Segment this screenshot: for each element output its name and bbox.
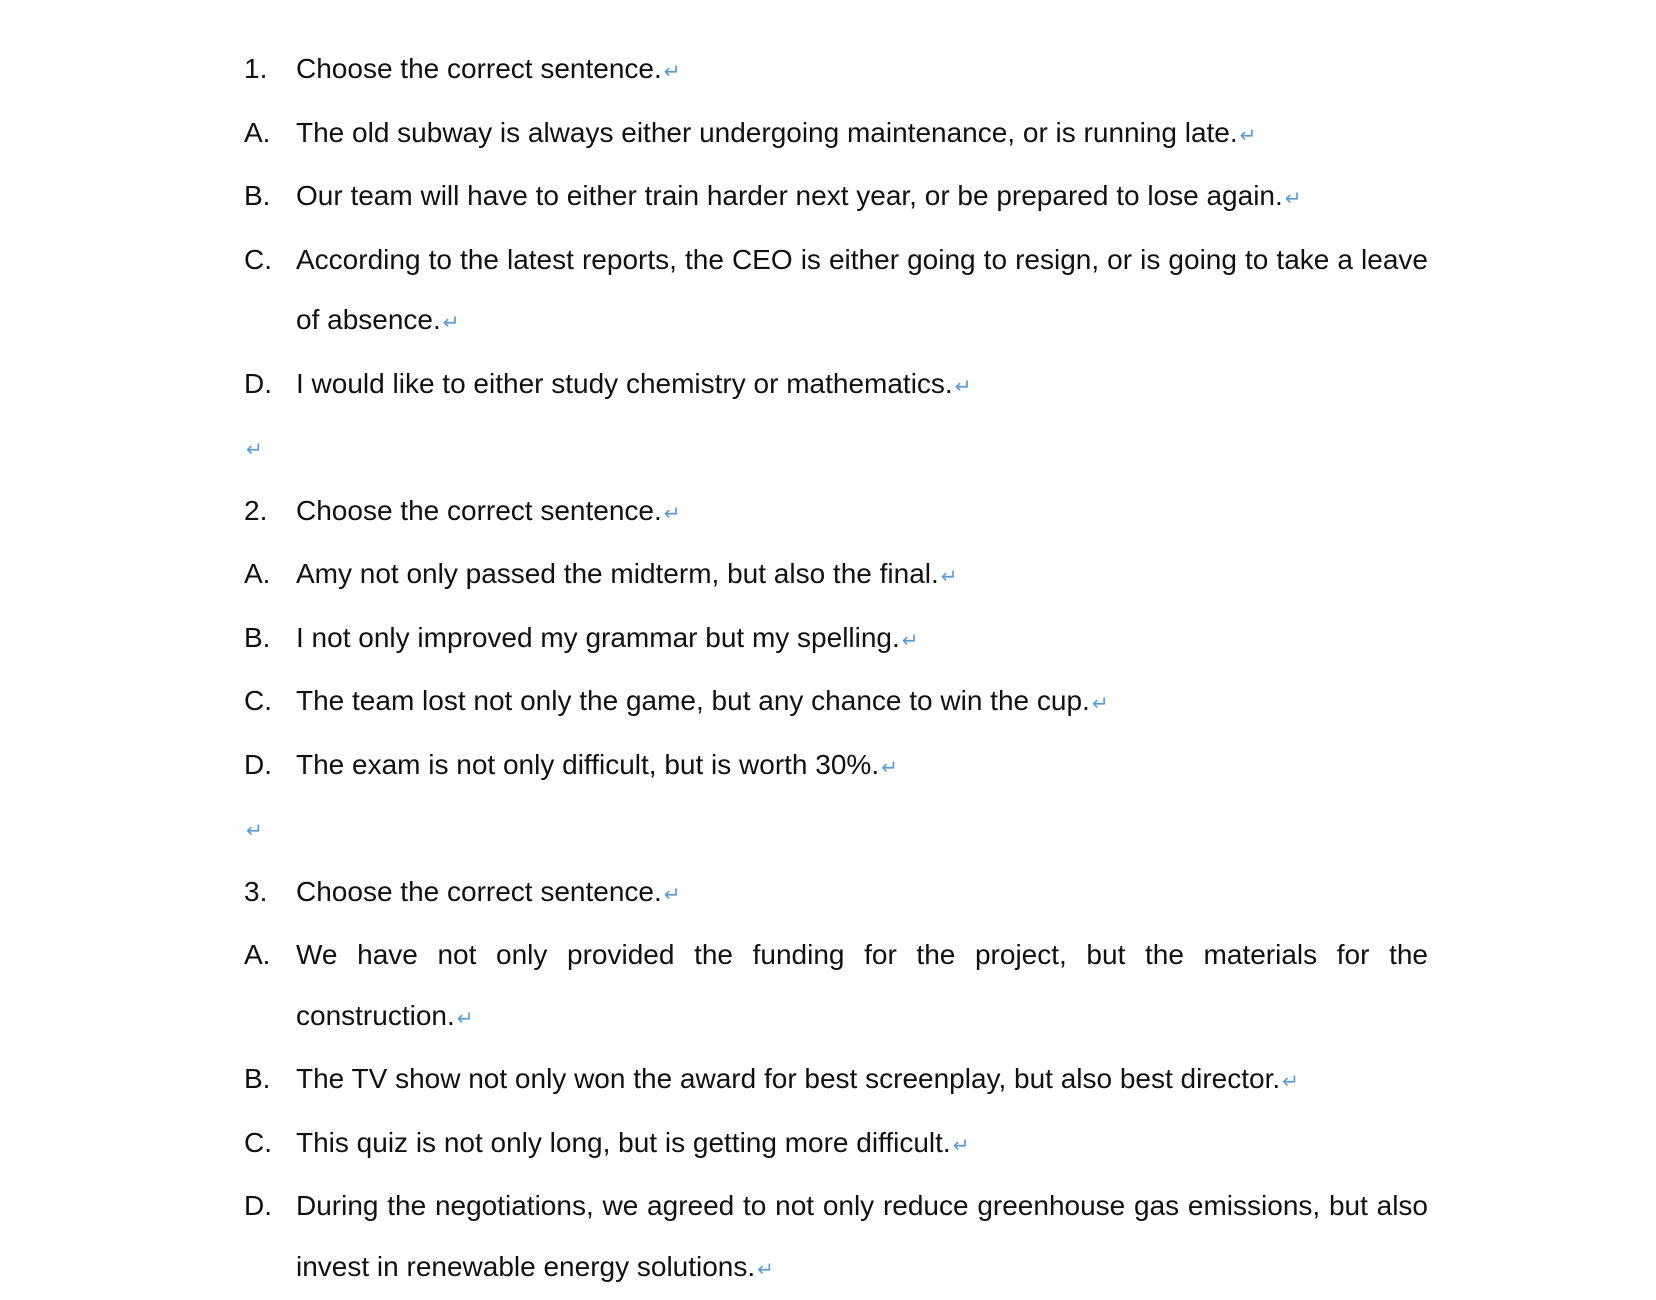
paragraph-mark-icon: ↵: [757, 1258, 774, 1281]
option-label: B.: [244, 621, 271, 653]
option-label: C.: [244, 1126, 272, 1158]
option-label: A.: [244, 939, 271, 970]
paragraph-mark-icon: ↵: [663, 61, 681, 83]
question-2-option-a: [244, 544, 1428, 608]
question-text: Choose the correct sentence.: [296, 494, 662, 526]
paragraph-mark-icon: ↵: [246, 439, 263, 461]
option-label: A.: [244, 558, 271, 589]
option-text: Amy not only passed the midterm, but also the final.: [296, 558, 939, 589]
paragraph-mark-icon: ↵: [663, 883, 681, 906]
document-body: [244, 39, 1428, 1300]
paragraph-mark-icon: ↵: [940, 566, 958, 588]
paragraph-mark-icon: ↵: [881, 756, 898, 779]
question-text: Choose the correct sentence.: [296, 53, 662, 84]
question-2-option-c: [244, 671, 1428, 735]
paragraph-mark-icon: ↵: [954, 375, 972, 398]
option-label: D.: [244, 1190, 272, 1221]
option-text: During the negotiations, we agreed to not only reduce greenhouse gas emissions, but also invest in renewable energy solutions.: [296, 1190, 1428, 1282]
empty-paragraph: [244, 417, 1428, 481]
option-label: A.: [244, 116, 271, 148]
paragraph-mark-icon: ↵: [1282, 1071, 1299, 1093]
question-2-prompt: [244, 481, 1428, 545]
question-1-option-d: [244, 354, 1428, 418]
option-text: The exam is not only difficult, but is worth 30%.: [296, 748, 880, 780]
paragraph-mark-icon: ↵: [663, 502, 681, 525]
paragraph-mark-icon: ↵: [1091, 693, 1109, 715]
question-text: Choose the correct sentence.: [296, 875, 662, 907]
option-label: B.: [244, 180, 271, 211]
option-text: The old subway is always either undergoing maintenance, or is running late.: [296, 116, 1238, 148]
option-text: I not only improved my grammar but my spelling.: [296, 621, 900, 653]
question-1-option-a: [244, 103, 1428, 167]
option-text: The TV show not only won the award for best screenplay, but also best director.: [296, 1063, 1281, 1094]
question-1-option-b: [244, 166, 1428, 230]
question-3-option-c: [244, 1113, 1428, 1177]
empty-paragraph: [244, 798, 1428, 862]
question-3-option-b: [244, 1049, 1428, 1113]
question-3-prompt: [244, 862, 1428, 926]
option-text: The team lost not only the game, but any chance to win the cup.: [296, 685, 1090, 716]
paragraph-mark-icon: ↵: [1284, 188, 1302, 210]
paragraph-mark-icon: ↵: [1239, 124, 1257, 147]
option-label: B.: [244, 1063, 271, 1094]
option-text: This quiz is not only long, but is getting more difficult.: [296, 1126, 951, 1158]
question-1-option-c: [244, 230, 1428, 354]
option-text: I would like to either study chemistry or mathematics.: [296, 367, 953, 399]
question-3-option-d: [244, 1176, 1428, 1300]
option-label: C.: [244, 685, 272, 716]
question-2-option-b: [244, 608, 1428, 672]
paragraph-mark-icon: ↵: [442, 312, 460, 334]
option-text: According to the latest reports, the CEO is either going to resign, or is going to take a leave of absence.: [296, 243, 1428, 335]
option-label: D.: [244, 367, 272, 399]
paragraph-mark-icon: ↵: [952, 1134, 970, 1157]
question-number: 3.: [244, 875, 268, 907]
question-3-option-a: [244, 925, 1428, 1049]
option-label: D.: [244, 748, 272, 780]
paragraph-mark-icon: ↵: [246, 820, 263, 842]
option-text: We have not only provided the funding for the project, but the materials for the construction.: [296, 939, 1428, 1031]
paragraph-mark-icon: ↵: [456, 1007, 474, 1030]
question-2-option-d: [244, 735, 1428, 799]
option-label: C.: [244, 243, 272, 275]
question-1-prompt: [244, 39, 1428, 103]
paragraph-mark-icon: ↵: [901, 629, 919, 652]
question-number: 2.: [244, 494, 268, 526]
question-number: 1.: [244, 53, 268, 84]
option-text: Our team will have to either train harder next year, or be prepared to lose again.: [296, 180, 1283, 211]
